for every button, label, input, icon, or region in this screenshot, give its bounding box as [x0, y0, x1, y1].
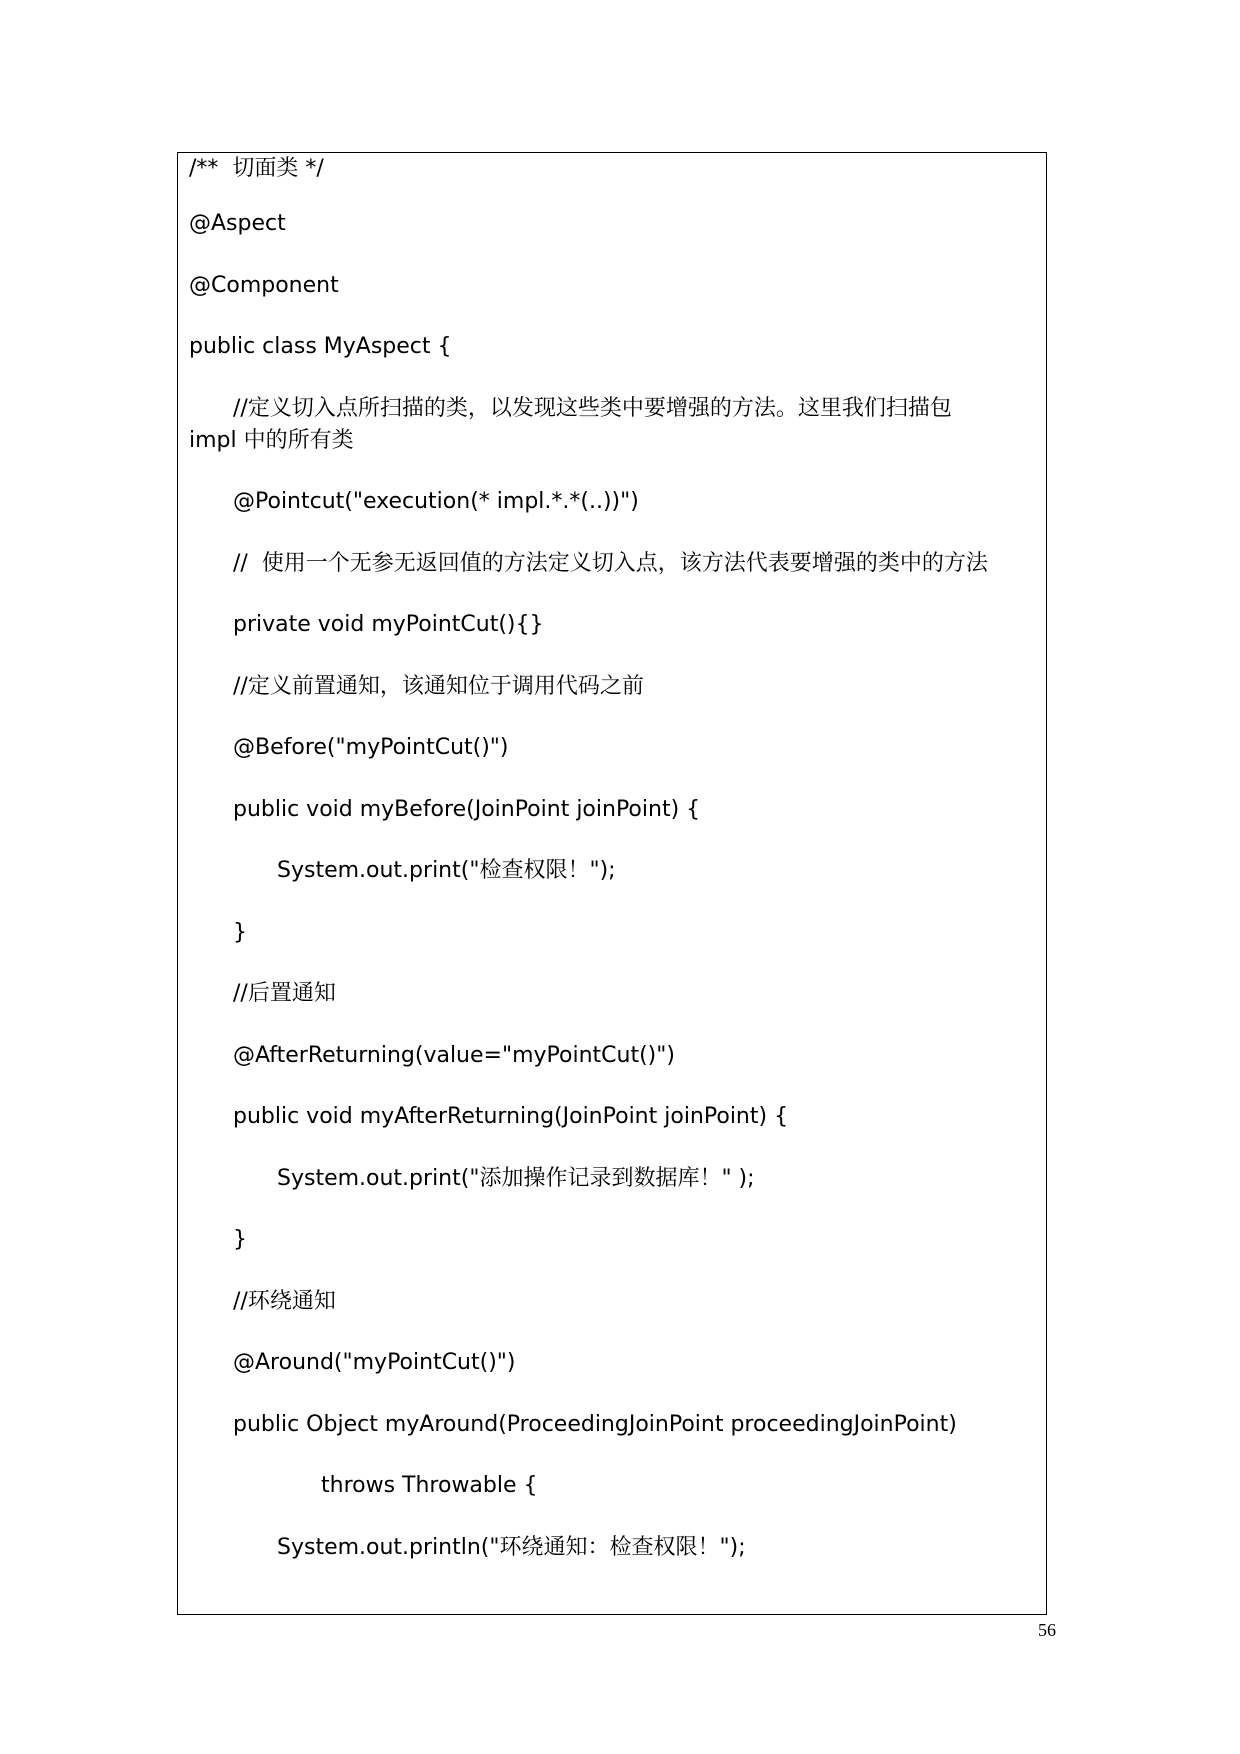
code-line: @Component [189, 273, 339, 298]
code-line: public class MyAspect { [189, 334, 452, 359]
code-line: } [233, 1227, 247, 1252]
code-line: /** 切面类 */ [189, 156, 324, 181]
code-listing-box [177, 152, 1047, 1615]
page-number: 56 [1038, 1620, 1056, 1640]
code-line: public void myBefore(JoinPoint joinPoint) { [233, 797, 701, 822]
code-comment-line: // 使用一个无参无返回值的方法定义切入点，该方法代表要增强的类中的方法 [233, 551, 988, 576]
code-comment-line: //环绕通知 [233, 1289, 336, 1314]
code-line: @Pointcut("execution(* impl.*.*(..))") [233, 489, 639, 514]
code-line: @Before("myPointCut()") [233, 735, 509, 760]
code-line: @Around("myPointCut()") [233, 1350, 516, 1375]
code-line: System.out.println("环绕通知：检查权限！"); [277, 1535, 746, 1560]
code-line: System.out.print("添加操作记录到数据库！" ); [277, 1166, 755, 1191]
code-line: } [233, 920, 247, 945]
code-line: @Aspect [189, 211, 286, 236]
code-line: public void myAfterReturning(JoinPoint joinPoint) { [233, 1104, 789, 1129]
code-comment-line: //定义前置通知，该通知位于调用代码之前 [233, 674, 644, 699]
code-line: @AfterReturning(value="myPointCut()") [233, 1043, 675, 1068]
code-line: public Object myAround(ProceedingJoinPoint proceedingJoinPoint) [233, 1412, 957, 1437]
code-comment-line: //定义切入点所扫描的类，以发现这些类中要增强的方法。这里我们扫描包 [233, 396, 952, 421]
code-line: System.out.print("检查权限！"); [277, 858, 616, 883]
code-comment-line: //后置通知 [233, 981, 336, 1006]
code-comment-line: impl 中的所有类 [189, 428, 354, 453]
code-line: throws Throwable { [321, 1473, 538, 1498]
code-line: private void myPointCut(){} [233, 612, 544, 637]
